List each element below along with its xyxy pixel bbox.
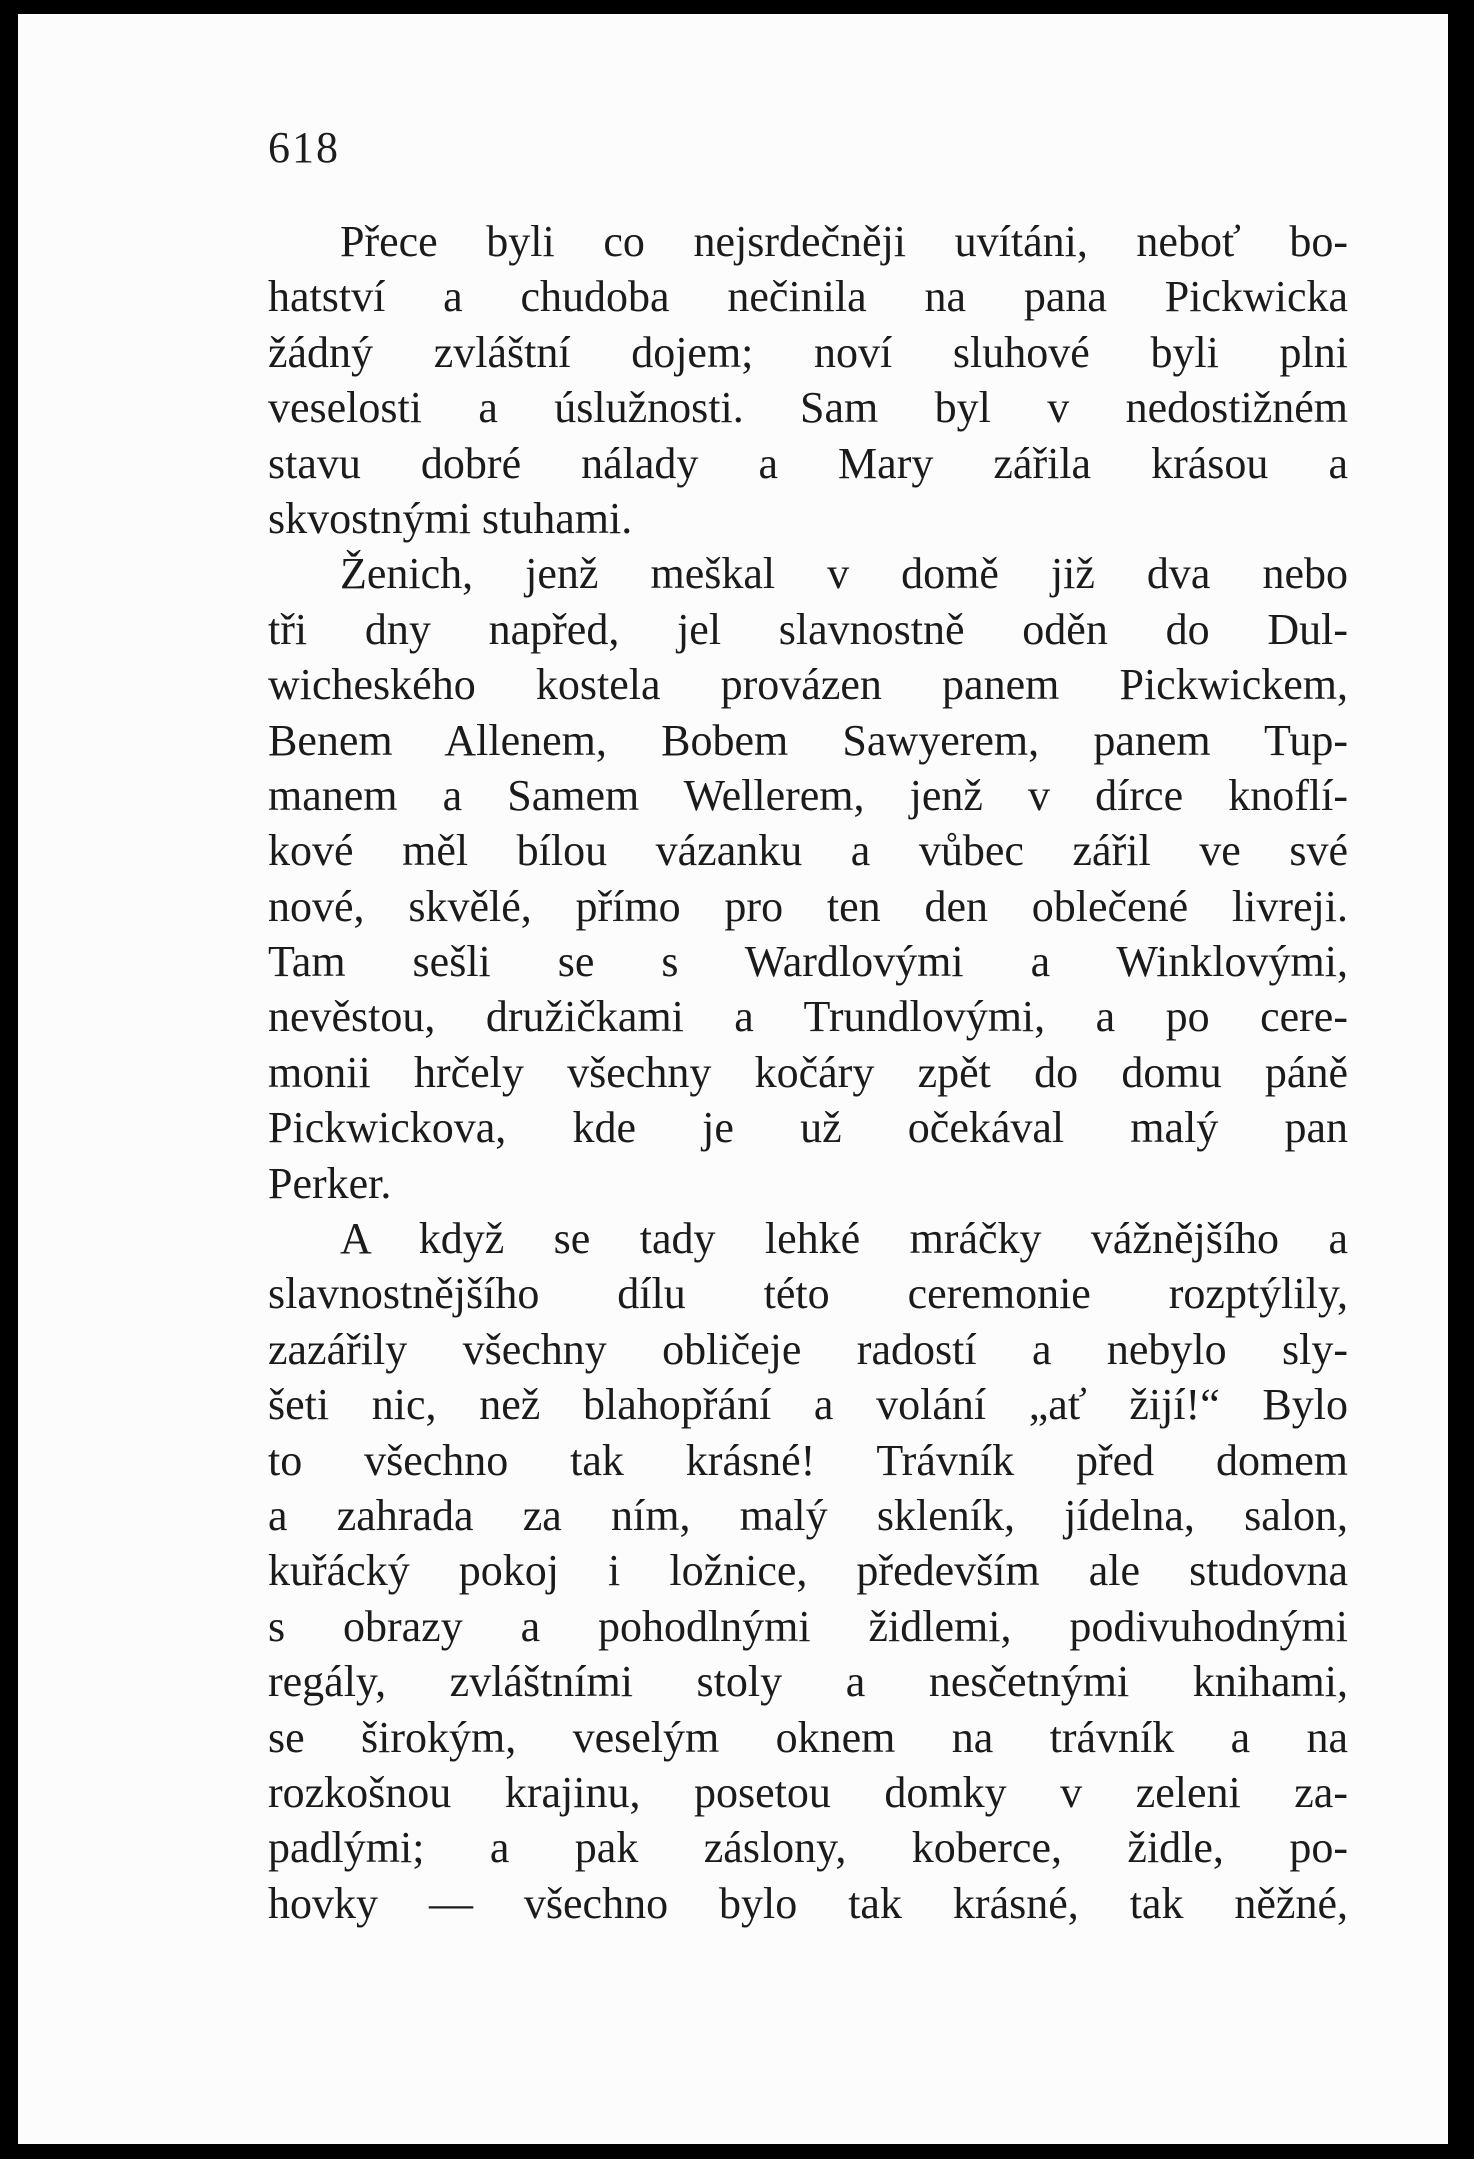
text-line: nové, skvělé, přímo pro ten den oblečené livreji.	[268, 881, 1348, 931]
text-line: regály, zvláštními stoly a nesčetnými knihami,	[268, 1657, 1348, 1707]
text-line: skvostnými stuhami.	[268, 493, 633, 543]
text-line: a zahrada za ním, malý skleník, jídelna, salon,	[268, 1490, 1348, 1540]
text-line: Ženich, jenž meškal v domě již dva nebo	[340, 549, 1348, 599]
text-line: Tam sešli se s Wardlovými a Winklovými,	[268, 937, 1348, 987]
text-line: monii hrčely všechny kočáry zpět do domu páně	[268, 1047, 1348, 1097]
text-line: se širokým, veselým oknem na trávník a na	[268, 1712, 1348, 1762]
text-line: tři dny napřed, jel slavnostně oděn do Dul-	[268, 604, 1348, 654]
text-line: nevěstou, družičkami a Trundlovými, a po cere-	[268, 992, 1348, 1042]
text-line: to všechno tak krásné! Trávník před domem	[268, 1435, 1348, 1485]
text-line: A když se tady lehké mráčky vážnějšího a	[340, 1214, 1348, 1264]
text-line: s obrazy a pohodlnými židlemi, podivuhodnými	[268, 1601, 1348, 1651]
text-line: kové měl bílou vázanku a vůbec zářil ve své	[268, 826, 1348, 876]
text-line: šeti nic, než blahopřání a volání „ať žijí!“ Bylo	[268, 1380, 1348, 1430]
text-line: stavu dobré nálady a Mary zářila krásou a	[268, 438, 1348, 488]
text-line: slavnostnějšího dílu této ceremonie rozptýlily,	[268, 1269, 1348, 1319]
page-number: 618	[268, 123, 340, 172]
text-line: žádný zvláštní dojem; noví sluhové byli plni	[268, 327, 1348, 377]
text-line: Benem Allenem, Bobem Sawyerem, panem Tup-	[268, 715, 1348, 765]
body-text	[268, 214, 1348, 1931]
text-line: veselosti a úslužnosti. Sam byl v nedostižném	[268, 383, 1348, 433]
text-line: Přece byli co nejsrdečněji uvítáni, neboť bo-	[340, 217, 1348, 266]
text-line: kuřácký pokoj i ložnice, především ale studovna	[268, 1546, 1348, 1596]
text-line: Perker.	[268, 1158, 392, 1208]
text-line: wicheského kostela provázen panem Pickwickem,	[268, 660, 1348, 710]
text-line: hovky — všechno bylo tak krásné, tak něžné,	[268, 1878, 1348, 1928]
text-line: hatství a chudoba nečinila na pana Pickwicka	[268, 272, 1348, 322]
text-line: rozkošnou krajinu, posetou domky v zeleni za-	[268, 1767, 1348, 1817]
text-line: padlými; a pak záslony, koberce, židle, po-	[268, 1823, 1348, 1873]
text-line: Pickwickova, kde je už očekával malý pan	[268, 1103, 1348, 1153]
book-page	[18, 14, 1448, 2144]
text-line: manem a Samem Wellerem, jenž v dírce knoflí-	[268, 770, 1348, 820]
text-line: zazářily všechny obličeje radostí a nebylo sly-	[268, 1324, 1348, 1374]
